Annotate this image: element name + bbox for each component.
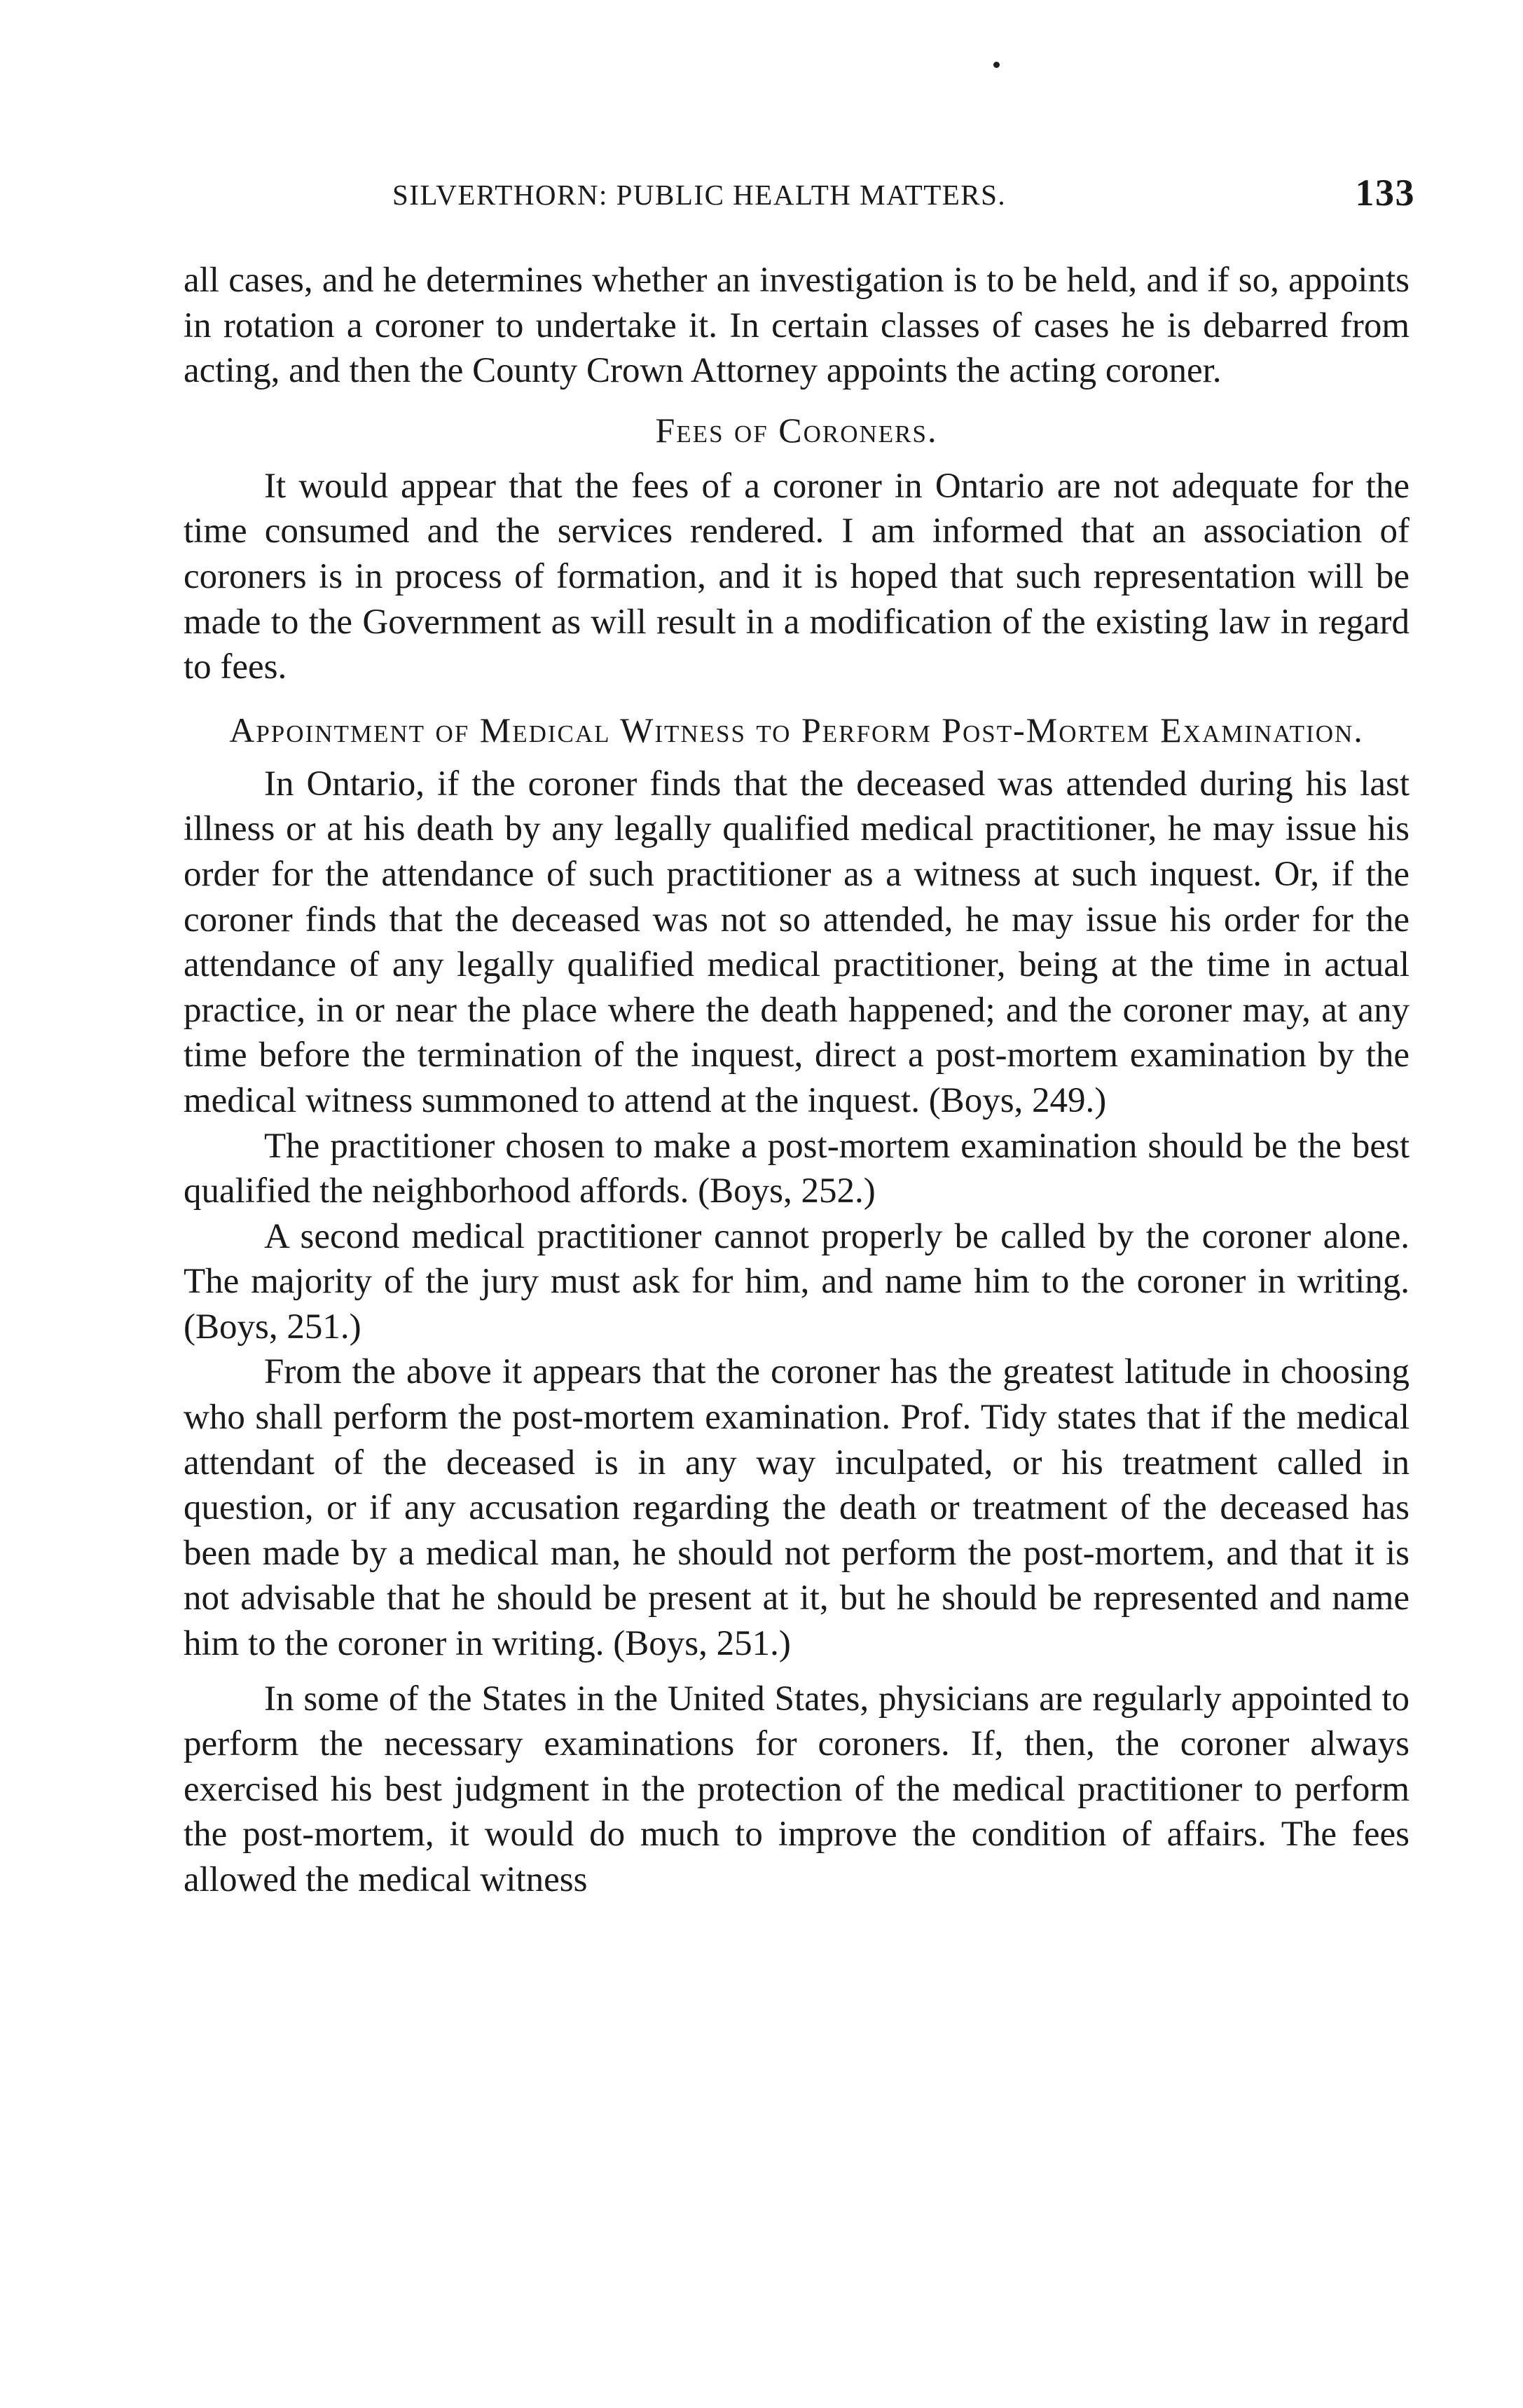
- section-heading-fees: Fees of Coroners.: [655, 410, 938, 450]
- page-speck-mark: [993, 62, 1000, 68]
- running-header: [392, 171, 1415, 220]
- paragraph-7: In some of the States in the United States, physicians are regularly appointed to perform the necessary examinations for coroners. If, then, the coroner always exercised his best judgment in the protection of the medical practitioner to perform the post-mortem, it would do much to improve the condition of affairs. The fees allowed the medical witness: [184, 1679, 1410, 1899]
- paragraph-3: In Ontario, if the coroner finds that the deceased was attended during his last illness or at his death by any legally qualified medical practitioner, he may issue his order for the attendance of such practitioner as a witness at such inquest. Or, if the coroner finds that the deceased was not so attended, he may issue his order for the attendance of any legally qualified medical practitioner, being at the time in actual practice, in or near the place where the death happened; and the coroner may, at any time before the termination of the inquest, direct a post-mortem examination by the medical witness summoned to attend at the inquest. (Boys, 249.): [184, 764, 1410, 1120]
- paragraph-4: The practitioner chosen to make a post-mortem examination should be the best qualified the neighborhood affords. (Boys, 252.): [184, 1126, 1410, 1211]
- page-number: 133: [1355, 172, 1415, 214]
- body-text: [184, 258, 1410, 1903]
- paragraph-2: It would appear that the fees of a coroner in Ontario are not adequate for the time consumed and the services rendered. I am informed that an association of coroners is in process of formation, and it is hoped that such representation will be made to the Government as will result in a modification of the existing law in regard to fees.: [184, 466, 1410, 687]
- paragraph-6: From the above it appears that the coroner has the greatest latitude in choosing who shall perform the post-mortem examination. Prof. Tidy states that if the medical attendant of the deceased is in any way inculpated, or his treatment called in question, or if any accusation regarding the death or treatment of the deceased has been made by a medical man, he should not perform the post-mortem, and that it is not advisable that he should be present at it, but he should be represented and name him to the coroner in writing. (Boys, 251.): [184, 1352, 1410, 1664]
- section-heading-appointment: Appointment of Medical Witness to Perform Post-Mortem Examination.: [229, 710, 1364, 750]
- paragraph-5: A second medical practitioner cannot properly be called by the coroner alone. The majority of the jury must ask for him, and name him to the coroner in writing. (Boys, 251.): [184, 1216, 1410, 1347]
- paragraph-1: all cases, and he determines whether an investigation is to be held, and if so, appoints in rotation a coroner to undertake it. In certain classes of cases he is debarred from acting, and then the County Crown Attorney appoints the acting coroner.: [184, 261, 1410, 391]
- running-title: SILVERTHORN: PUBLIC HEALTH MATTERS.: [392, 179, 1007, 211]
